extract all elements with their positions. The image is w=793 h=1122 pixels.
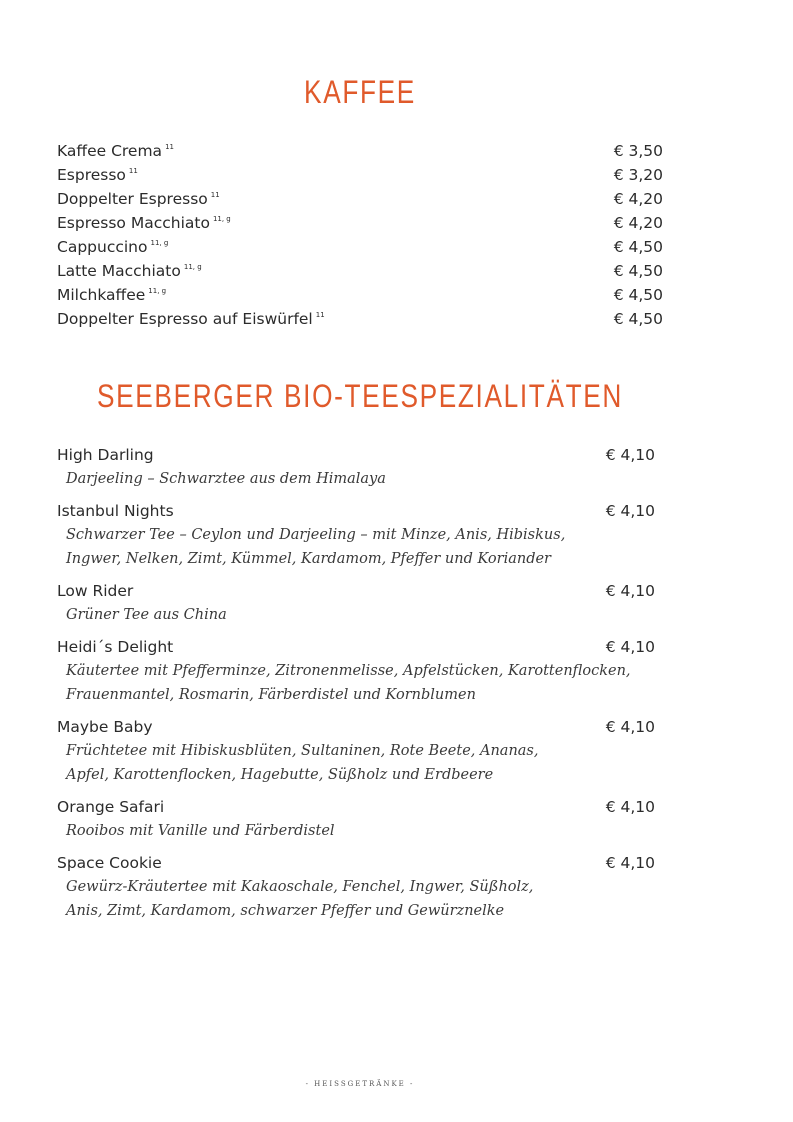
item-price: € 4,10 <box>605 638 655 656</box>
list-item <box>57 163 663 187</box>
item-name: High Darling <box>57 446 154 464</box>
list-item <box>57 235 663 259</box>
item-description: Käutertee mit Pfefferminze, Zitronenmelisse, Apfelstücken, Karottenflocken, <box>66 663 631 679</box>
item-price: € 4,10 <box>605 582 655 600</box>
item-name: Maybe Baby <box>57 718 153 736</box>
list-item <box>57 187 663 211</box>
item-name: Orange Safari <box>57 798 165 816</box>
item-name: Kaffee Crema $^{11}$ <box>57 142 174 160</box>
item-description: Frauenmantel, Rosmarin, Färberdistel und Kornblumen <box>66 687 476 703</box>
item-name: Doppelter Espresso $^{11}$ <box>57 190 220 208</box>
item-name: Low Rider <box>57 582 134 600</box>
item-name: Milchkaffee $^{11, g}$ <box>57 286 167 304</box>
item-description: Grüner Tee aus China <box>66 607 227 623</box>
list-item <box>57 715 655 787</box>
list-item <box>57 259 663 283</box>
item-name: Cappuccino $^{11, g}$ <box>57 238 169 256</box>
item-price: € 4,10 <box>605 502 655 520</box>
item-price: € 4,50 <box>613 262 663 280</box>
item-description: Darjeeling – Schwarztee aus dem Himalaya <box>66 471 386 487</box>
item-description: Gewürz-Kräutertee mit Kakaoschale, Fenchel, Ingwer, Süßholz, <box>66 879 534 895</box>
list-item <box>57 283 663 307</box>
kaffee-list <box>57 139 663 331</box>
item-name: Espresso $^{11}$ <box>57 166 138 184</box>
item-name: Doppelter Espresso auf Eiswürfel $^{11}$ <box>57 310 325 328</box>
item-price: € 4,20 <box>613 214 663 232</box>
kaffee-heading: KAFFEE <box>304 74 416 110</box>
item-price: € 4,20 <box>613 190 663 208</box>
list-item <box>57 443 655 491</box>
list-item <box>57 579 655 627</box>
tee-heading: SEEBERGER BIO-TEESPEZIALITÄTEN <box>96 378 624 414</box>
item-description: Früchtetee mit Hibiskusblüten, Sultaninen, Rote Beete, Ananas, <box>66 743 539 759</box>
item-price: € 4,10 <box>605 854 655 872</box>
item-price: € 4,50 <box>613 238 663 256</box>
list-item <box>57 499 655 571</box>
tee-list <box>57 443 655 931</box>
item-price: € 4,10 <box>605 446 655 464</box>
item-name: Espresso Macchiato $^{11, g}$ <box>57 214 231 232</box>
list-item <box>57 139 663 163</box>
item-name: Space Cookie <box>57 854 162 872</box>
list-item <box>57 851 655 923</box>
list-item <box>57 635 655 707</box>
page-footer: - HEISSGETRÄNKE - <box>305 1080 415 1088</box>
list-item <box>57 211 663 235</box>
item-name: Heidi´s Delight <box>57 638 174 656</box>
item-description: Apfel, Karottenflocken, Hagebutte, Süßholz und Erdbeere <box>66 767 494 783</box>
item-price: € 4,50 <box>613 286 663 304</box>
item-price: € 3,20 <box>613 166 663 184</box>
item-price: € 4,10 <box>605 798 655 816</box>
item-description: Schwarzer Tee – Ceylon und Darjeeling – mit Minze, Anis, Hibiskus, <box>66 527 566 543</box>
item-name: Istanbul Nights <box>57 502 174 520</box>
item-price: € 3,50 <box>613 142 663 160</box>
item-price: € 4,10 <box>605 718 655 736</box>
item-description: Anis, Zimt, Kardamom, schwarzer Pfeffer und Gewürznelke <box>66 903 505 919</box>
item-description: Rooibos mit Vanille und Färberdistel <box>66 823 335 839</box>
item-name: Latte Macchiato $^{11, g}$ <box>57 262 202 280</box>
item-description: Ingwer, Nelken, Zimt, Kümmel, Kardamom, Pfeffer und Koriander <box>66 551 551 567</box>
list-item <box>57 307 663 331</box>
list-item <box>57 795 655 843</box>
item-price: € 4,50 <box>613 310 663 328</box>
